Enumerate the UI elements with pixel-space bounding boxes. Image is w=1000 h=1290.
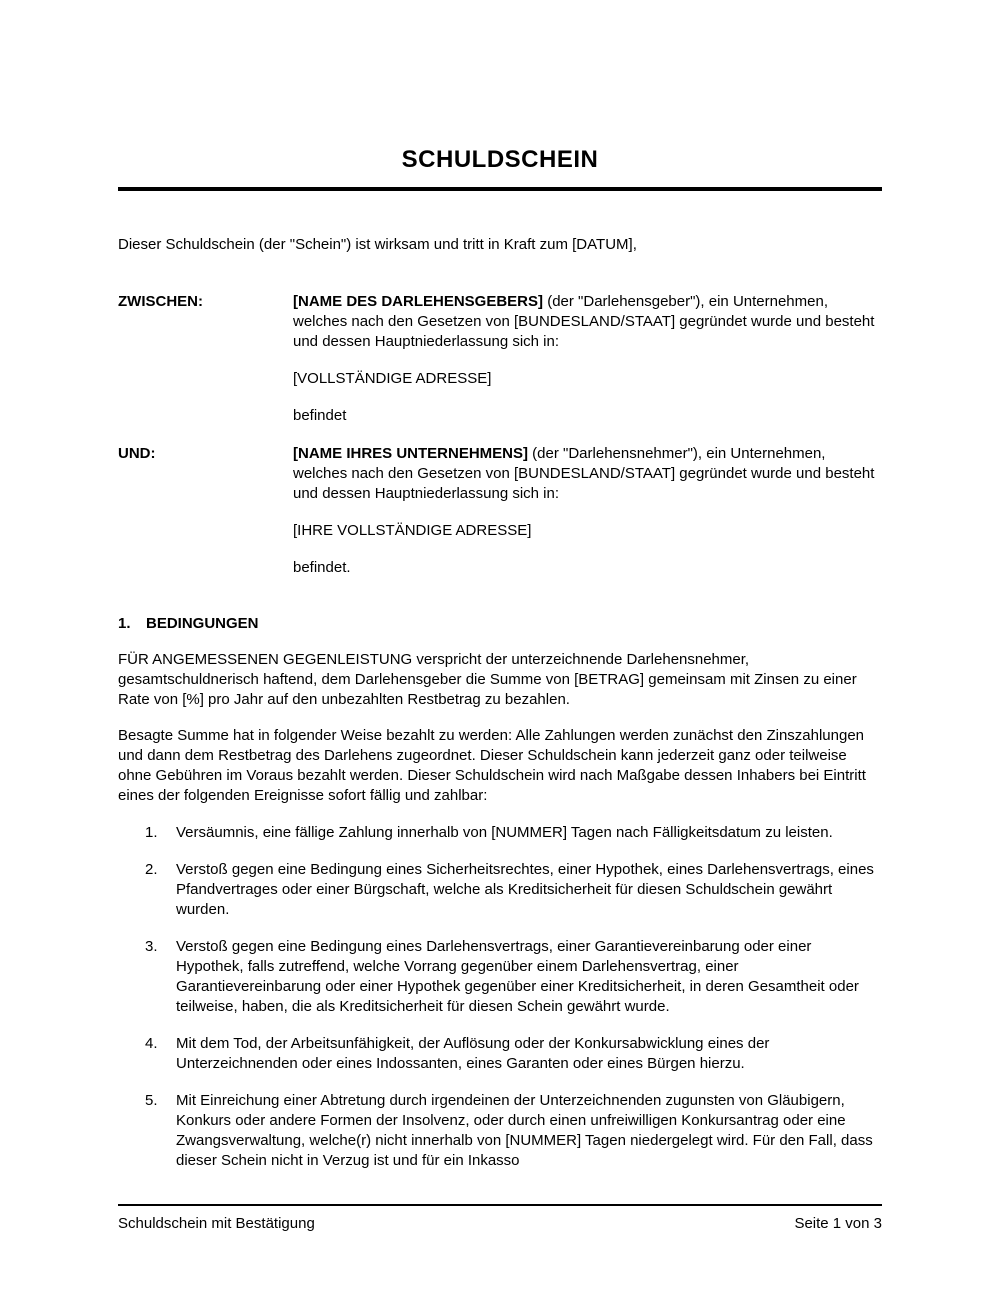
section-number: 1. — [118, 615, 131, 632]
clause-number: 1. — [145, 824, 158, 841]
section-paragraph: FÜR ANGEMESSENEN GEGENLEISTUNG verspricht der unterzeichnende Darlehensnehmer, gesamtschuldnerisch haftend, dem Darlehensgeber die Summe von [BETRAG] gemeinsam mit Zinsen zu einer Rate von [%] pro Jahr auf den unbezahlten Restbetrag zu bezahlen. — [118, 651, 857, 708]
party-label: ZWISCHEN: — [118, 293, 203, 310]
clause-item — [118, 1091, 882, 1171]
section-heading — [118, 614, 882, 634]
footer-document-name: Schuldschein mit Bestätigung — [118, 1215, 315, 1232]
clause-text: Versäumnis, eine fällige Zahlung innerhalb von [NUMMER] Tagen nach Fälligkeitsdatum zu leisten. — [176, 824, 833, 841]
clause-text: Verstoß gegen eine Bedingung eines Darlehensvertrags, einer Garantievereinbarung oder einer Hypothek, falls zutreffend, welche Vorrang gegenüber einem Darlehensvertrag, einer Garantievereinbarung oder einer Hypothek gegenüber einer Kreditsicherheit, in deren Gesamtheit oder teilweise, haben, die als Kreditsicherheit für diesen Schein gewährt wurde. — [176, 938, 859, 1015]
party-suffix: befindet. — [293, 559, 351, 576]
party-description — [293, 292, 882, 352]
party-address-placeholder: [VOLLSTÄNDIGE ADRESSE] — [293, 370, 492, 387]
party-name-placeholder: [NAME IHRES UNTERNEHMENS] — [293, 445, 529, 462]
clause-item — [118, 1034, 882, 1074]
section-paragraph: Besagte Summe hat in folgender Weise bezahlt zu werden: Alle Zahlungen werden zunächst den Zinszahlungen und dann dem Restbetrag des Darlehens zugeordnet. Dieser Schuldschein kann jederzeit ganz oder teilweise ohne Gebühren im Voraus bezahlt werden. Dieser Schuldschein wird nach Maßgabe dessen Inhabers bei Eintritt eines der folgenden Ereignisse sofort fällig und zahlbar: — [118, 727, 866, 804]
party-suffix: befindet — [293, 407, 347, 424]
party-body — [293, 444, 882, 578]
party-block-lender — [118, 292, 882, 426]
title-rule — [118, 187, 882, 191]
clause-number: 3. — [145, 938, 158, 955]
party-address-placeholder: [IHRE VOLLSTÄNDIGE ADRESSE] — [293, 522, 532, 539]
clause-number: 2. — [145, 861, 158, 878]
party-body — [293, 292, 882, 426]
document-title: SCHULDSCHEIN — [401, 146, 599, 173]
clause-text: Mit Einreichung einer Abtretung durch irgendeinen der Unterzeichnenden zugunsten von Gläubigern, Konkurs oder andere Formen der Insolvenz, oder durch einen unfreiwilligen Konkursantrag oder eine Zwangsverwaltung, welche(r) nicht innerhalb von [NUMMER] Tagen niedergelegt wird. Für den Fall, dass dieser Schein nicht in Verzug ist und für ein Inkasso — [176, 1092, 873, 1169]
party-block-borrower — [118, 444, 882, 578]
clause-number: 5. — [145, 1092, 158, 1109]
party-description — [293, 444, 882, 504]
clause-item — [118, 823, 882, 843]
party-description-rest: (der "Darlehensnehmer"), ein Unternehmen, welches nach den Gesetzen von [BUNDESLAND/STAAT] gegründet wurde und besteht und dessen Hauptniederlassung sich in: — [293, 445, 875, 502]
intro-paragraph: Dieser Schuldschein (der "Schein") ist wirksam und tritt in Kraft zum [DATUM], — [118, 236, 637, 253]
clause-number: 4. — [145, 1035, 158, 1052]
clause-item — [118, 937, 882, 1017]
clause-list — [118, 823, 882, 1171]
clause-text: Mit dem Tod, der Arbeitsunfähigkeit, der Auflösung oder der Konkursabwicklung eines der Unterzeichnenden oder eines Indossanten, eines Garanten oder eines Bürgen hierzu. — [176, 1035, 770, 1072]
party-label: UND: — [118, 445, 156, 462]
party-name-placeholder: [NAME DES DARLEHENSGEBERS] — [293, 293, 544, 310]
clause-item — [118, 860, 882, 920]
party-description-rest: (der "Darlehensgeber"), ein Unternehmen, welches nach den Gesetzen von [BUNDESLAND/STAAT] gegründet wurde und besteht und dessen Hauptniederlassung sich in: — [293, 293, 875, 350]
page-footer — [118, 1204, 882, 1234]
footer-page-number: Seite 1 von 3 — [794, 1215, 882, 1232]
clause-text: Verstoß gegen eine Bedingung eines Sicherheitsrechtes, einer Hypothek, eines Darlehensvertrags, eines Pfandvertrages oder einer Bürgschaft, welche als Kreditsicherheit für diesen Schuldschein gewährt wurden. — [176, 861, 874, 918]
section-heading-label: BEDINGUNGEN — [146, 615, 259, 632]
